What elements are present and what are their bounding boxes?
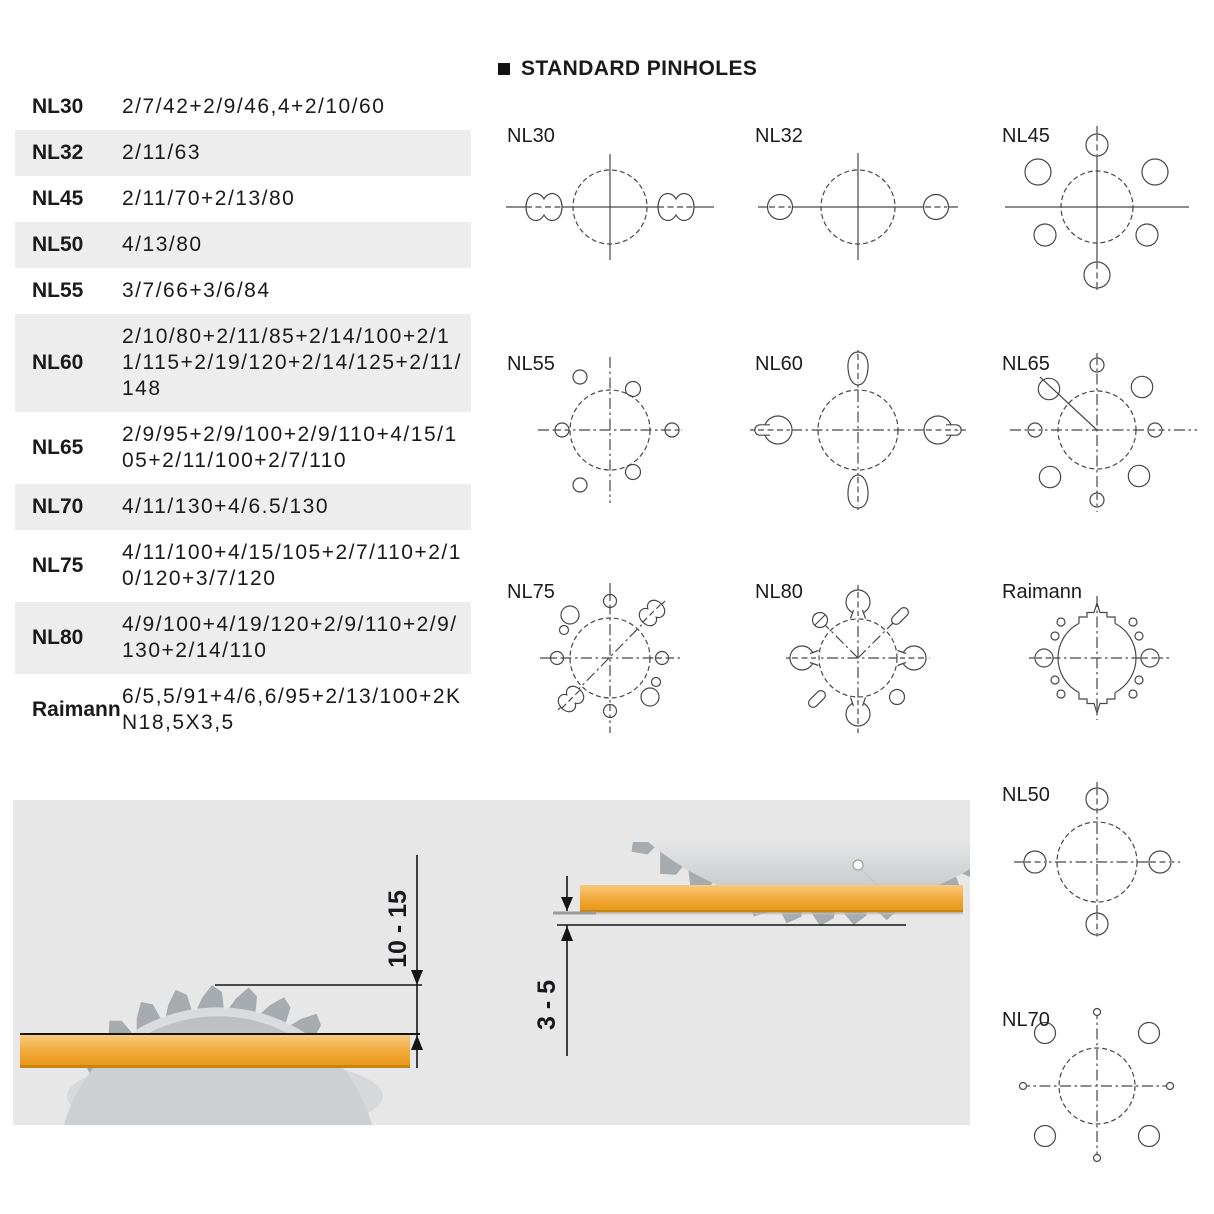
diagram-label: NL50 xyxy=(1002,784,1050,806)
pinhole-code: NL80 xyxy=(32,626,84,649)
diagram-label: NL32 xyxy=(755,125,803,147)
pinhole-code: Raimann xyxy=(32,698,121,721)
table-row xyxy=(15,602,471,674)
pinhole-spec: 2/10/80+2/11/85+2/14/100+2/11/115+2/19/120+2/14/125+2/11/148 xyxy=(122,325,462,400)
diagram-label: Raimann xyxy=(1002,581,1083,603)
pinhole-code: NL75 xyxy=(32,554,84,577)
pinhole-diagram-nl70 xyxy=(995,1006,1214,1211)
pinhole-drawing-nl32 xyxy=(748,122,983,327)
pinhole-diagram-nl30 xyxy=(500,122,735,327)
table-row xyxy=(15,130,471,176)
pinhole-diagram-nl32 xyxy=(748,122,983,327)
pinhole-diagram-nl75 xyxy=(500,578,735,783)
pinhole-spec: 2/11/70+2/13/80 xyxy=(122,187,296,210)
diagram-label: NL70 xyxy=(1002,1009,1050,1031)
pinhole-code: NL60 xyxy=(32,351,84,374)
pinhole-drawing-nl50 xyxy=(995,781,1214,986)
pinhole-spec: 4/9/100+4/19/120+2/9/110+2/9/130+2/14/110 xyxy=(122,613,458,662)
pinhole-drawing-raimann xyxy=(995,578,1214,783)
table-row xyxy=(15,412,471,484)
pinhole-spec: 3/7/66+3/6/84 xyxy=(122,279,271,302)
pinhole-spec: 4/13/80 xyxy=(122,233,203,256)
pinhole-spec: 4/11/100+4/15/105+2/7/110+2/10/120+3/7/120 xyxy=(122,541,462,590)
section-header xyxy=(498,57,757,81)
diagram-label: NL60 xyxy=(755,353,803,375)
board-edge-shade xyxy=(20,1065,410,1068)
pinhole-code: NL50 xyxy=(32,233,84,256)
pinhole-drawing-nl65 xyxy=(995,350,1214,555)
diagram-label: NL30 xyxy=(507,125,555,147)
section-title: STANDARD PINHOLES xyxy=(521,57,758,80)
table-row xyxy=(15,674,471,746)
protrusion-dimension-label: 10 - 15 xyxy=(384,890,412,968)
pinhole-diagram-nl55 xyxy=(500,350,735,555)
workpiece-board-left xyxy=(20,1035,410,1068)
diagram-label: NL65 xyxy=(1002,353,1050,375)
pinhole-diagram-nl65 xyxy=(995,350,1214,555)
pinhole-diagram-nl50 xyxy=(995,781,1214,986)
workpiece-board-right xyxy=(580,885,963,912)
square-bullet-icon xyxy=(498,63,510,75)
table-row xyxy=(15,84,471,130)
table-row xyxy=(15,314,471,412)
table-row xyxy=(15,268,471,314)
pinhole-drawing-nl55 xyxy=(500,350,735,555)
table-row xyxy=(15,484,471,530)
pinhole-diagram-nl45 xyxy=(995,122,1214,327)
diagram-label: NL75 xyxy=(507,581,555,603)
blade-pinhole xyxy=(853,860,863,870)
pinhole-drawing-nl30 xyxy=(500,122,735,327)
pinhole-spec: 2/9/95+2/9/100+2/9/110+4/15/105+2/11/100+2/7/110 xyxy=(122,423,458,472)
pinhole-code: NL45 xyxy=(32,187,84,210)
pinhole-spec: 4/11/130+4/6.5/130 xyxy=(122,495,330,518)
pinhole-drawing-nl80 xyxy=(748,578,983,783)
pinhole-diagram-nl80 xyxy=(748,578,983,783)
board-edge-shade xyxy=(580,910,963,913)
pinhole-spec: 6/5,5/91+4/6,6/95+2/13/100+2KN18,5X3,5 xyxy=(122,685,462,734)
pinhole-drawing-nl45 xyxy=(995,122,1214,327)
pinhole-code: NL55 xyxy=(32,279,84,302)
pinhole-spec-table xyxy=(15,84,471,746)
pass-through-dimension-label: 3 - 5 xyxy=(533,979,561,1031)
pinhole-diagram-raimann xyxy=(995,578,1214,783)
pinhole-drawing-nl60 xyxy=(748,350,983,555)
diagram-label: NL45 xyxy=(1002,125,1050,147)
saw-depth-illustration xyxy=(13,800,970,1125)
pinhole-spec: 2/7/42+2/9/46,4+2/10/60 xyxy=(122,95,386,118)
diagram-label: NL80 xyxy=(755,581,803,603)
diagram-label: NL55 xyxy=(507,353,555,375)
pinhole-code: NL30 xyxy=(32,95,84,118)
table-row xyxy=(15,176,471,222)
pinhole-diagram-nl60 xyxy=(748,350,983,555)
pinhole-code: NL70 xyxy=(32,495,84,518)
pinhole-drawing-nl75 xyxy=(500,578,735,783)
pinhole-drawing-nl70 xyxy=(995,1006,1214,1211)
pinhole-code: NL32 xyxy=(32,141,84,164)
table-row xyxy=(15,222,471,268)
pinhole-code: NL65 xyxy=(32,436,84,459)
table-row xyxy=(15,530,471,602)
pinhole-spec: 2/11/63 xyxy=(122,141,202,164)
